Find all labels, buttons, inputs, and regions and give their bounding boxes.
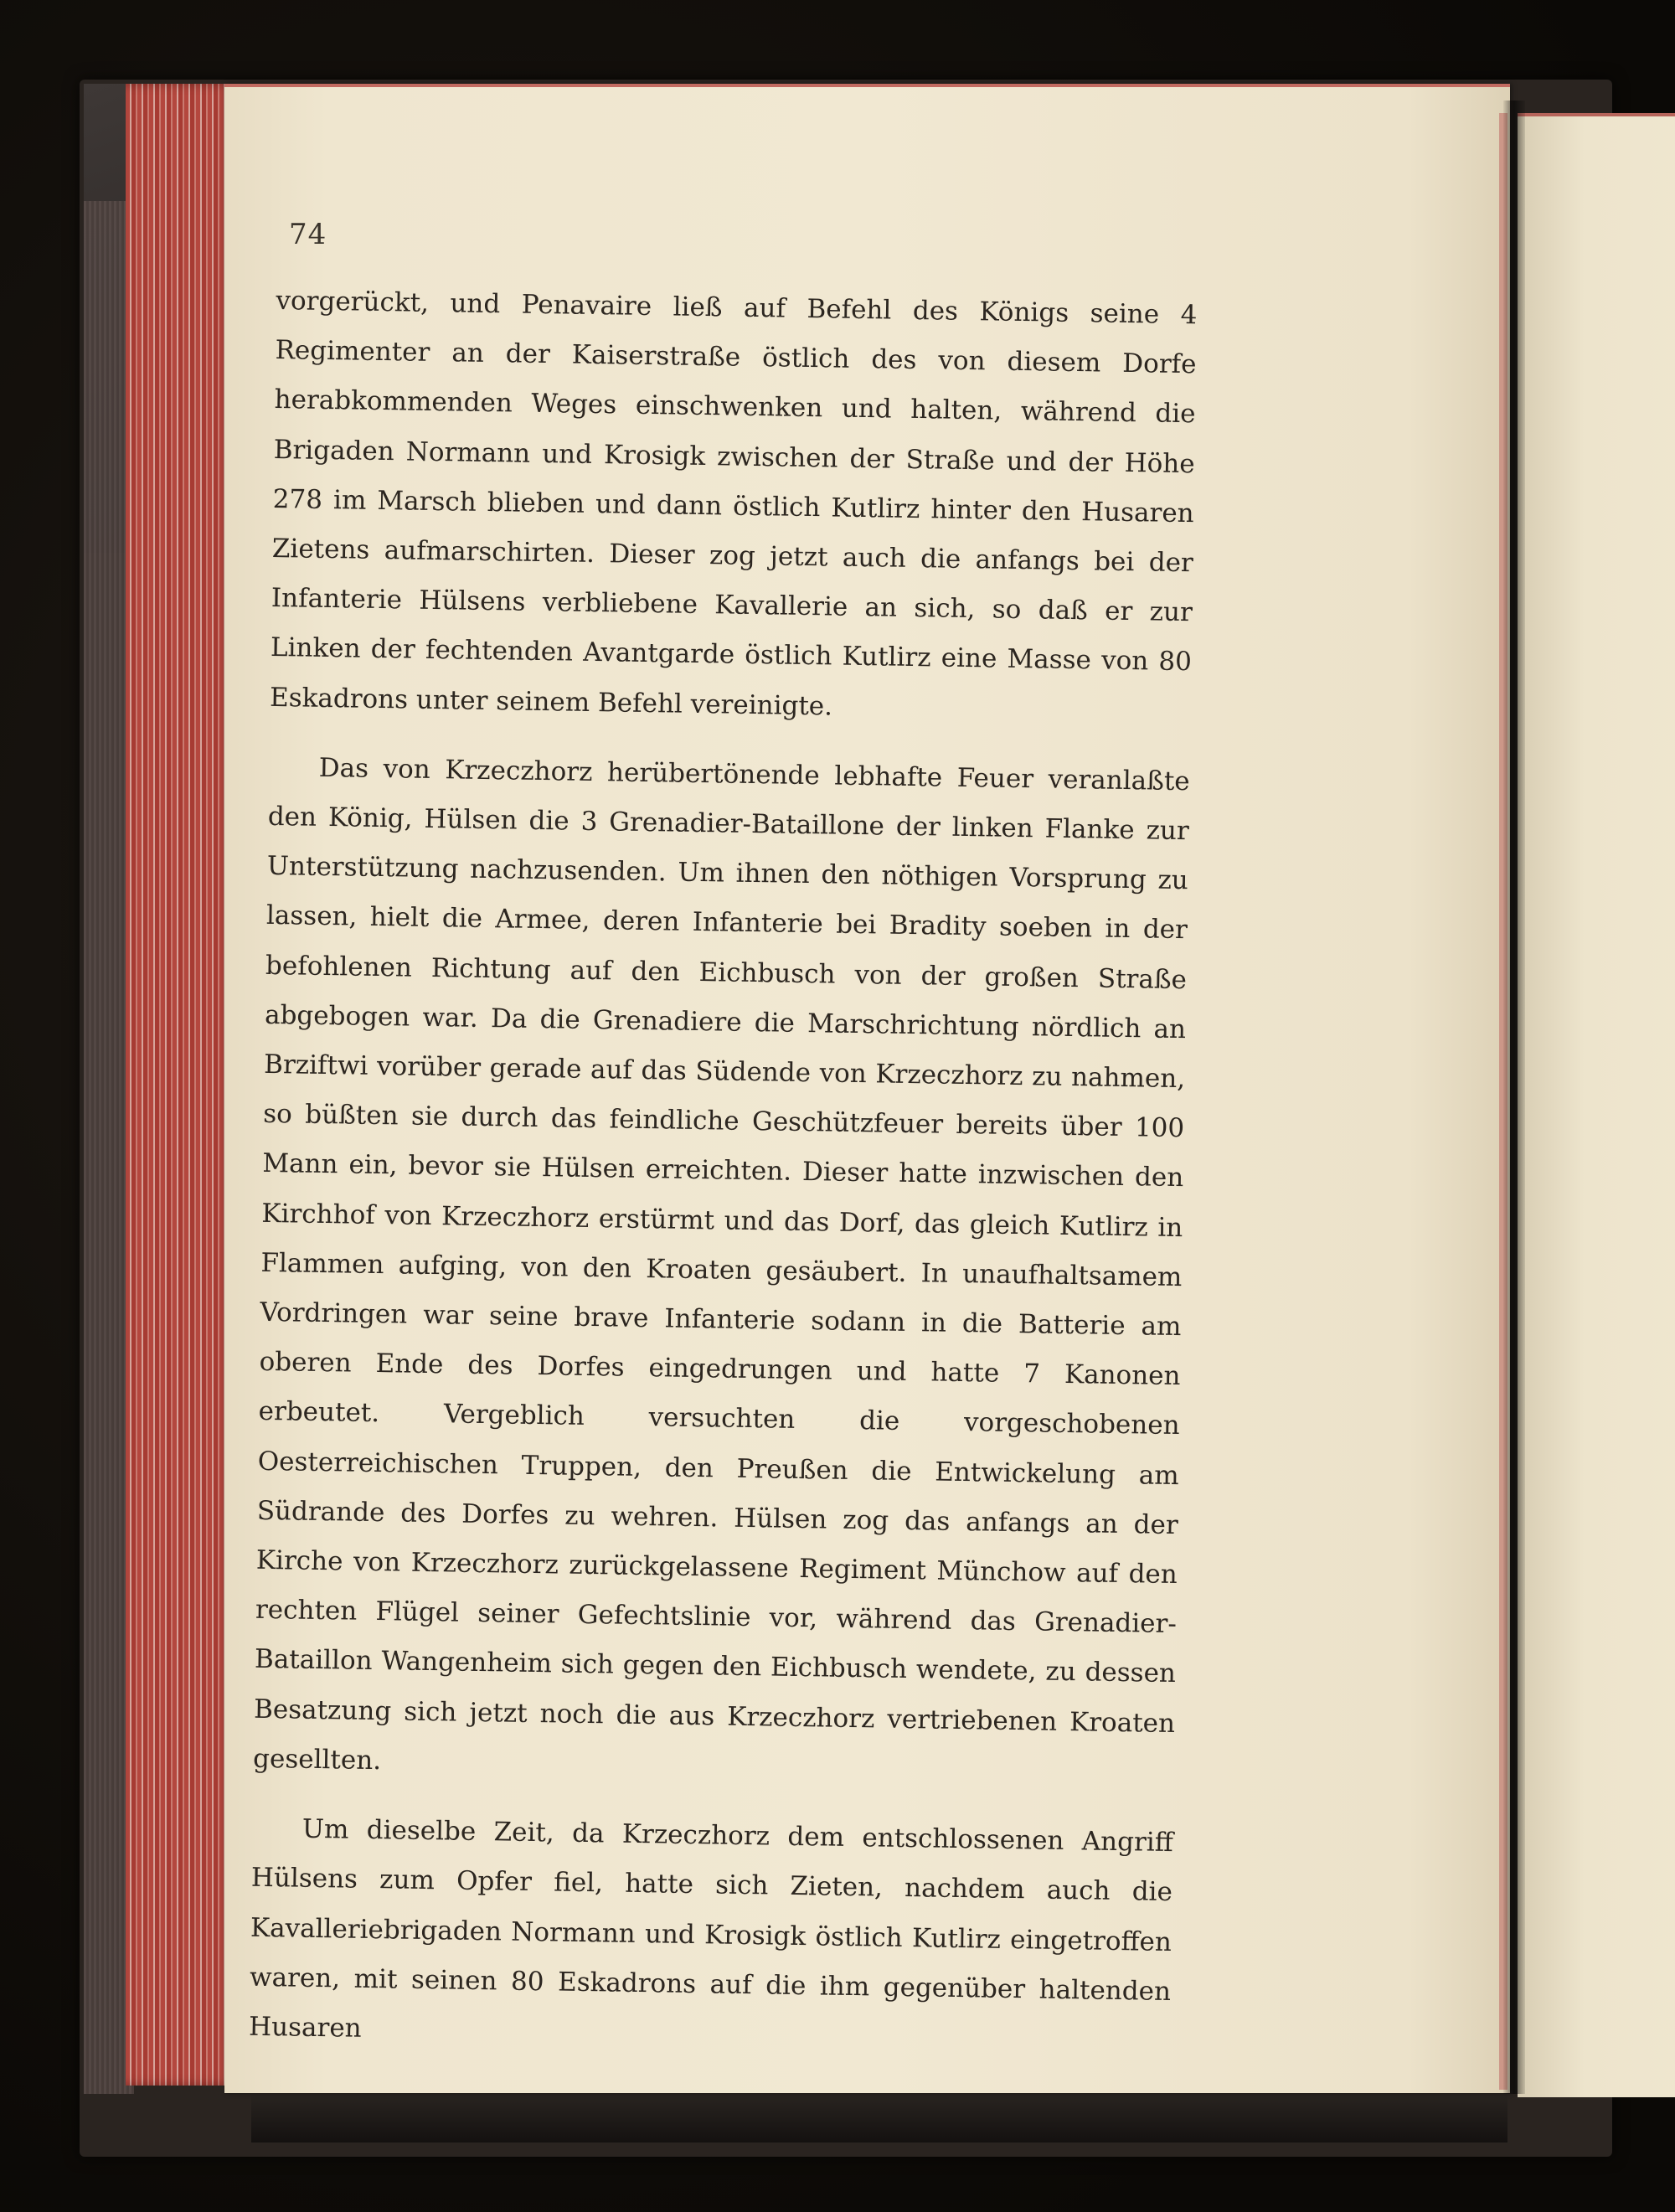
page-number: 74 [289, 218, 327, 251]
paragraph-1: vorgerückt, und Penavaire ließ auf Befehl des Königs seine 4 Regimenter an der Kaiserstraße östlich des von diesem Dorfe herabkommenden Weges einschwenken und halten, während die Brigaden Normann und Krosigk zwischen der Straße und der Höhe 278 im Marsch blieben und dann östlich Kutlirz hinter den Husaren Zietens aufmarschirten. Dieser zog jetzt auch die anfangs bei der Infanterie Hülsens verbliebene Kavallerie an sich, so daß er zur Linken der fechtenden Avantgarde östlich Kutlirz eine Masse von 80 Eskadrons unter seinem Befehl vereinigte. [269, 285, 1198, 722]
book-gutter [1503, 101, 1525, 2094]
paragraph-3: Um dieselbe Zeit, da Krzeczhorz dem entschlossenen Angriff Hülsens zum Opfer fiel, hatte sich Zieten, nachdem auch die Kavalleriebrigaden Normann und Krosigk östlich Kutlirz eingetroffen waren, mit seinen 80 Eskadrons auf die ihm gegenüber haltenden Husaren [248, 1813, 1174, 2044]
paragraph-2: Das von Krzeczhorz herübertönende lebhafte Feuer veranlaßte den König, Hülsen die 3 Grenadier-Bataillone der linken Flanke zur Unterstützung nachzusenden. Um ihnen den nöthigen Vorsprung zu lassen, hielt die Armee, deren Infanterie bei Bradity soeben in der befohlenen Richtung auf den Eichbusch von der großen Straße abgebogen war. Da die Grenadiere die Marschrichtung nördlich an Brziftwi vorüber gerade auf das Südende von Krzeczhorz zu nahmen, so büßten sie durch das feindliche Geschützfeuer bereits über 100 Mann ein, bevor sie Hülsen erreichten. Dieser hatte inzwischen den Kirchhof von Krzeczhorz erstürmt und das Dorf, das gleich Kutlirz in Flammen aufging, von den Kroaten gesäubert. In unaufhaltsamem Vordringen war seine brave Infanterie sodann in die Batterie am oberen Ende des Dorfes eingedrungen und hatte 7 Kanonen erbeutet. Vergeblich versuchten die vorgeschobenen Oesterreichischen Truppen, den Preußen die Entwickelung am Südrande des Dorfes zu wehren. Hülsen zog das anfangs an der Kirche von Krzeczhorz zurückgelassene Regiment Münchow auf den rechten Flügel seiner Gefechtslinie vor, während das Grenadier-Bataillon Wangenheim sich gegen den Eichbusch wendete, zu dessen Besatzung sich jetzt noch die aus Krzeczhorz vertriebenen Kroaten gesellten. [252, 752, 1190, 1776]
cover-bottom-edge [251, 2092, 1508, 2142]
page-text [249, 276, 1198, 2066]
facing-page [1518, 113, 1675, 2097]
red-edged-leaves [126, 84, 234, 2086]
